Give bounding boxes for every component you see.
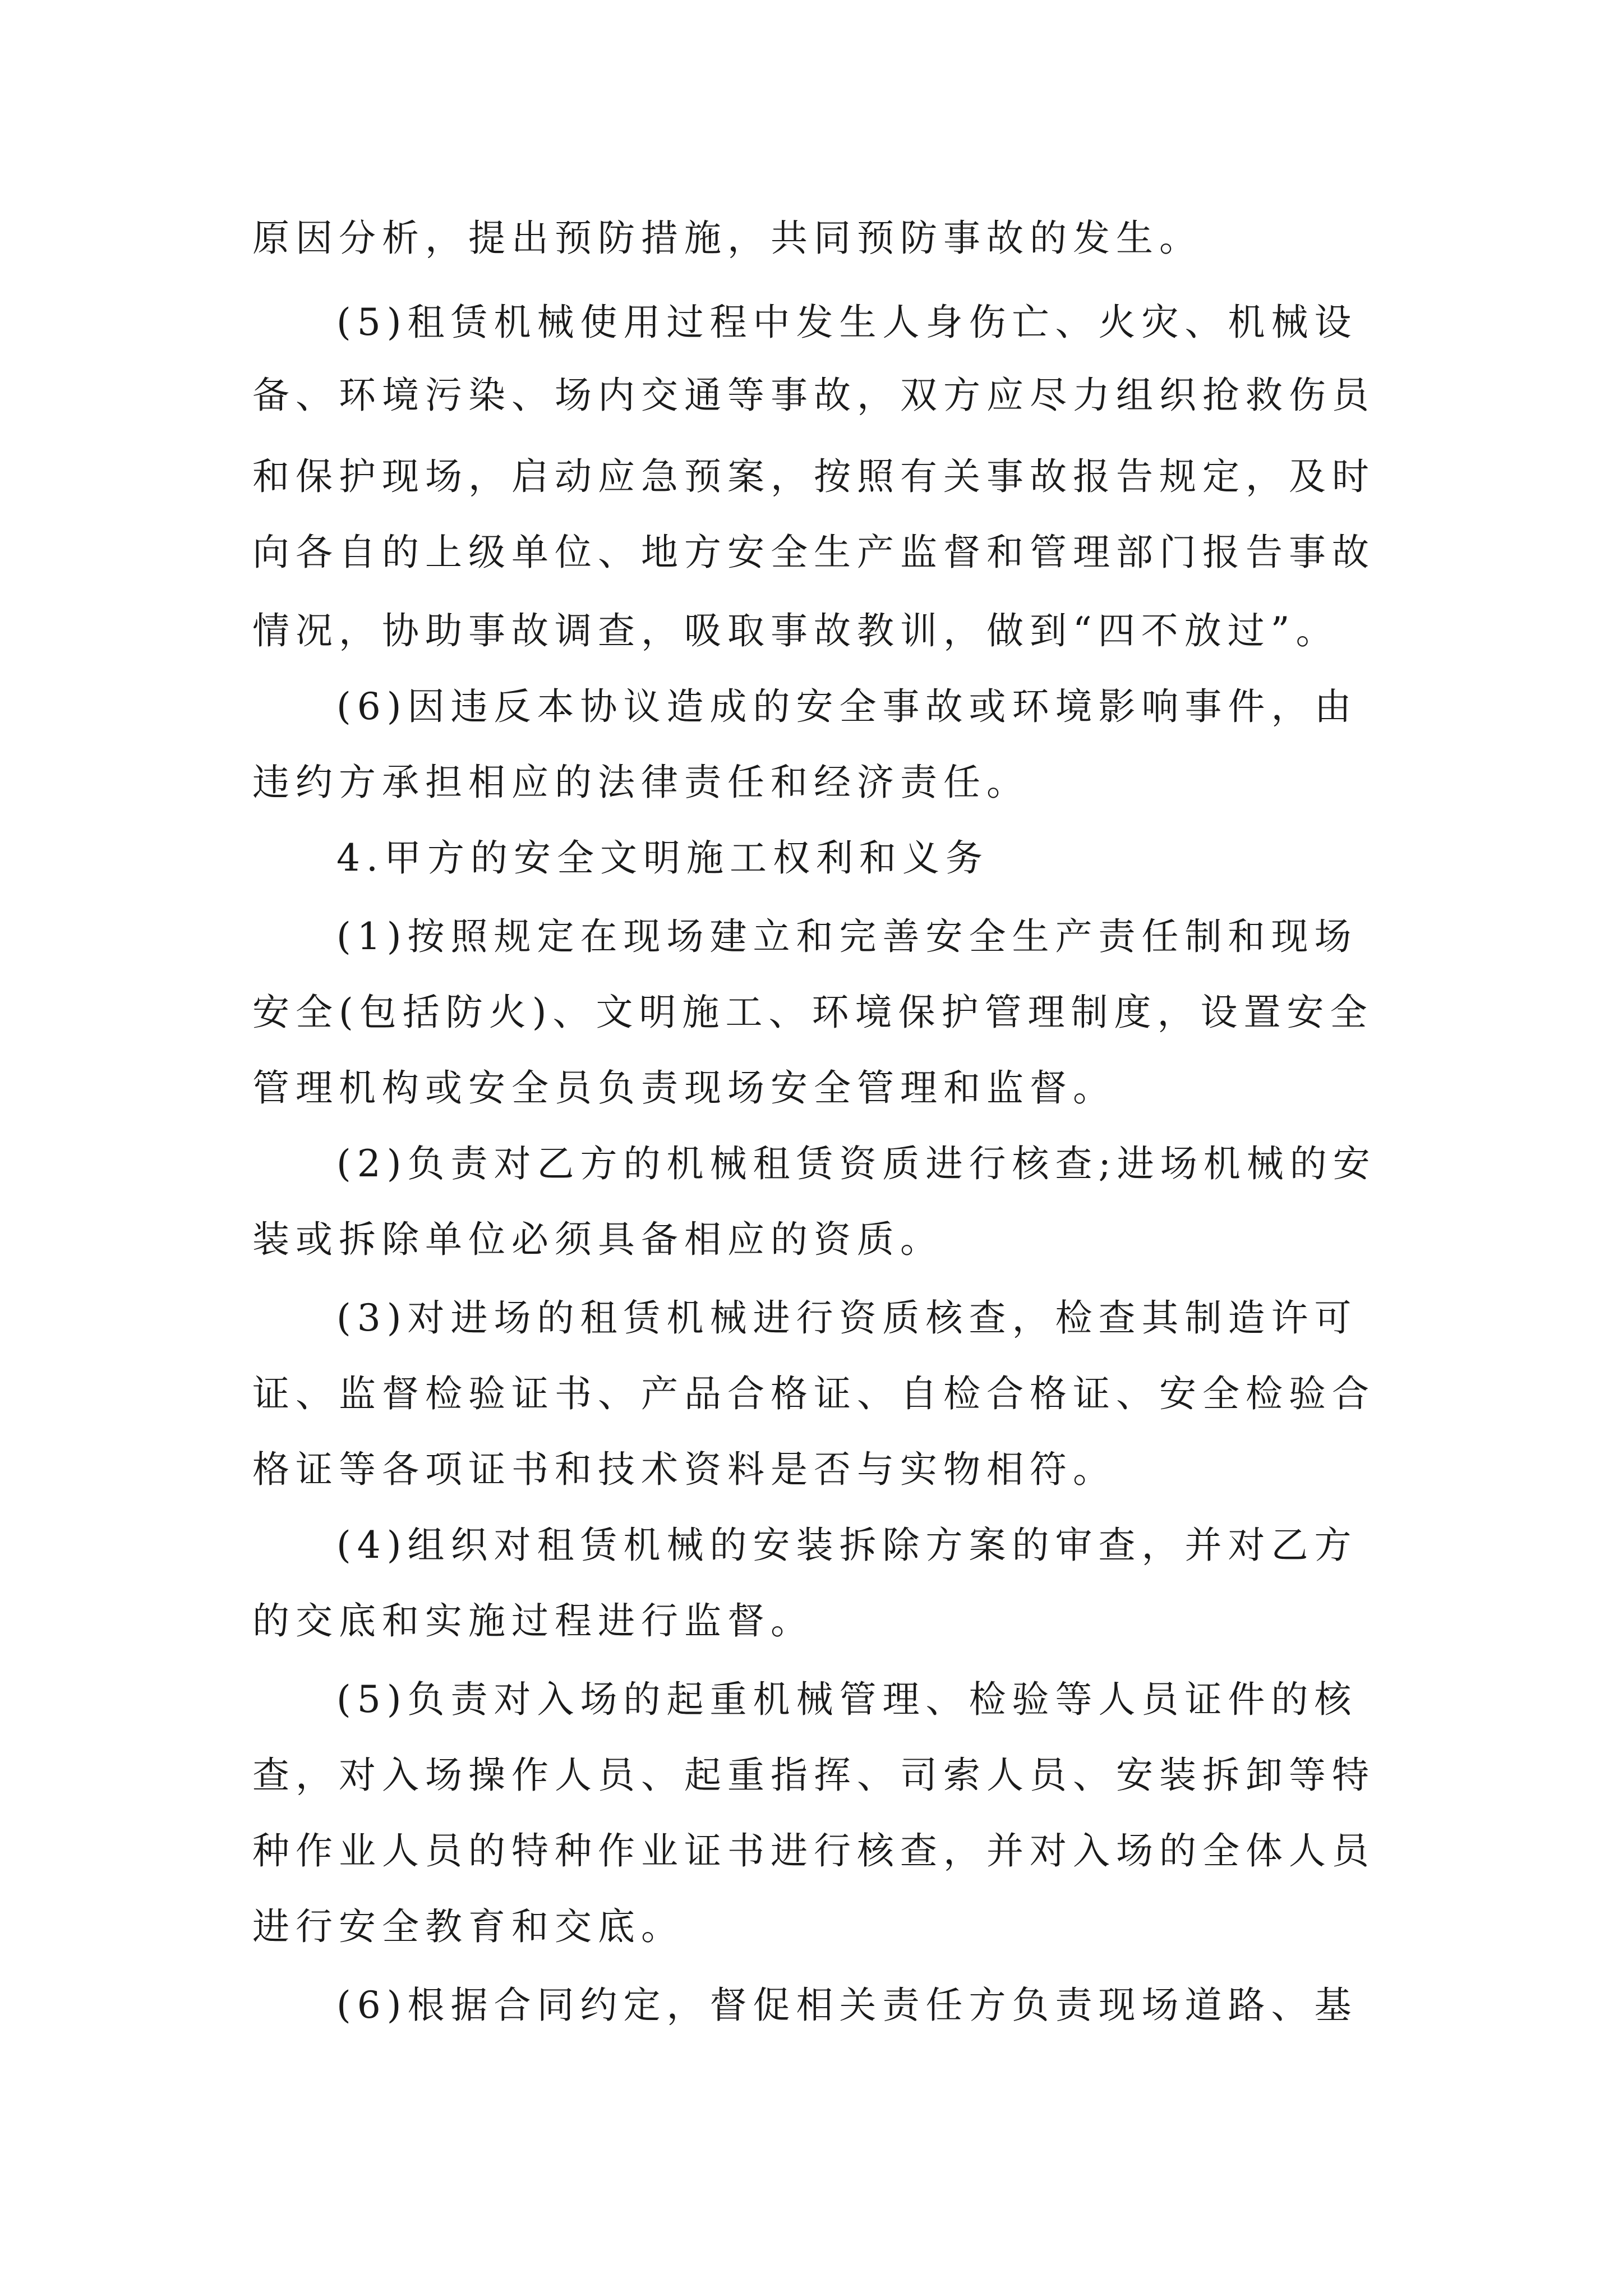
text-line: (4)组织对租赁机械的安装拆除方案的审查，并对乙方	[336, 1524, 1358, 1567]
text-line: (5)负责对入场的起重机械管理、检验等人员证件的核	[336, 1678, 1358, 1721]
text-line: 进行安全教育和交底。	[252, 1905, 684, 1948]
text-line: 向各自的上级单位、地方安全生产监督和管理部门报告事故	[252, 531, 1375, 574]
text-line: 的交底和实施过程进行监督。	[252, 1599, 814, 1642]
text-line: (5)租赁机械使用过程中发生人身伤亡、火灾、机械设	[336, 301, 1358, 344]
text-line: (1)按照规定在现场建立和完善安全生产责任制和现场	[336, 915, 1358, 958]
text-line: 种作业人员的特种作业证书进行核查，并对入场的全体人员	[252, 1829, 1375, 1872]
text-line: 装或拆除单位必须具备相应的资质。	[252, 1218, 943, 1261]
text-line: 情况，协助事故调查，吸取事故教训，做到“四不放过”。	[252, 609, 1339, 652]
text-line: 查，对入场操作人员、起重指挥、司索人员、安装拆卸等特	[252, 1754, 1375, 1797]
text-line: 格证等各项证书和技术资料是否与实物相符。	[252, 1448, 1116, 1491]
text-line: 管理机构或安全员负责现场安全管理和监督。	[252, 1066, 1116, 1110]
text-line: (6)根据合同约定，督促相关责任方负责现场道路、基	[336, 1984, 1358, 2027]
text-line: 安全(包括防火)、文明施工、环境保护管理制度，设置安全	[252, 991, 1373, 1034]
text-line: (2)负责对乙方的机械租赁资质进行核查;进场机械的安	[336, 1142, 1376, 1185]
text-line: 违约方承担相应的法律责任和经济责任。	[252, 761, 1030, 804]
text-line: (6)因违反本协议造成的安全事故或环境影响事件，由	[336, 685, 1358, 728]
text-line: 备、环境污染、场内交通等事故，双方应尽力组织抢救伤员	[252, 374, 1375, 417]
text-line: (3)对进场的租赁机械进行资质核查，检查其制造许可	[336, 1296, 1358, 1340]
section-heading: 4.甲方的安全文明施工权利和义务	[336, 836, 989, 880]
text-line: 和保护现场，启动应急预案，按照有关事故报告规定，及时	[252, 455, 1375, 498]
text-line: 证、监督检验证书、产品合格证、自检合格证、安全检验合	[252, 1372, 1375, 1415]
text-line: 原因分析，提出预防措施，共同预防事故的发生。	[252, 217, 1202, 260]
